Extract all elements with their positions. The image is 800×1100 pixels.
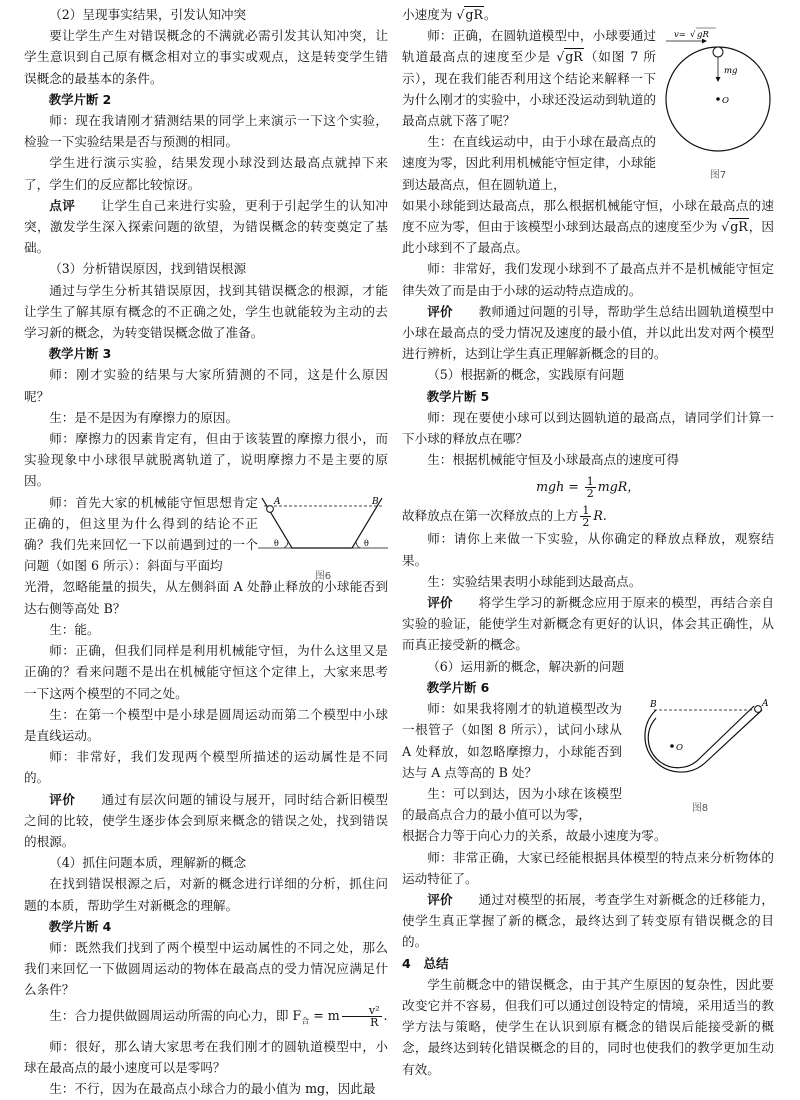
mg-label: mg xyxy=(724,66,738,77)
figure7-text xyxy=(402,25,656,195)
paragraph: 师：非常好，我们发现两个模型所描述的运动属性是不同的。 xyxy=(24,749,388,786)
tube-diagram xyxy=(626,698,774,792)
label-b: B xyxy=(372,496,379,507)
sqrt-term: gR xyxy=(730,219,748,235)
theta-left: θ xyxy=(274,538,279,548)
figure8-wrap xyxy=(402,698,774,825)
section-heading: （3）分析错误原因，找到错误根源 xyxy=(49,261,247,277)
paragraph: 师：正确，但我们同样是利用机械能守恒，为什么这里又是正确的？看来问题不是出在机械能守恒这个定律上，大家来思考一下这两个模型的不同之处。 xyxy=(24,643,388,701)
fraction xyxy=(580,505,591,528)
figure-8 xyxy=(626,698,774,815)
fraction-denominator: R xyxy=(370,1015,379,1029)
paragraph: 根据合力等于向心力的关系，故最小速度为零。 xyxy=(402,828,667,844)
center-label: O xyxy=(722,96,729,107)
paragraph: 师：现在我请刚才猜测结果的同学上来演示一下这个实验，检验一下实验结果是否与预测的相同。 xyxy=(24,113,388,150)
section-heading: （4）抓住问题本质，理解新的概念 xyxy=(49,855,247,871)
velocity-label: v= xyxy=(674,30,686,41)
text: （如图 7 所示），现在我们能否利用这个结论来解释一下为什么刚才的实验中，小球还没运动到轨道的最高点就下落了呢？ xyxy=(402,49,656,129)
section-heading: （6）运用新的概念，解决新的问题 xyxy=(427,658,625,674)
segment-title: 教学片断 3 xyxy=(48,346,112,362)
paragraph: 师：如果我将刚才的轨道模型改为一根管子（如图 8 所示），试问小球从 A 处释放，如忽略摩擦力，小球能否到达与 A 点等高的 B 处？ xyxy=(402,701,622,780)
comment-paragraph xyxy=(402,889,774,953)
paragraph: 光滑，忽略能量的损失，从左侧斜面 A 处静止释放的小球能否到达右侧等高处 B？ xyxy=(24,579,388,616)
sqrt-term: gR xyxy=(465,7,483,22)
paragraph: 学生前概念中的错误概念，由于其产生原因的复杂性，因此要改变它并不容易，但我们可以通过创设特定的情境，采用适当的教学方法与策略，使学生在认识到原有概念的错误后能接受新的概念，最终达到转化错误概念的目的，同时也使我们的教学更加生动有效。 xyxy=(402,976,774,1077)
paragraph: 要让学生产生对错误概念的不满就必需引发其认知冲突，让学生意识到自己原有概念相对立的事实或观点，这是转变学生错误概念的最基本的条件。 xyxy=(24,28,388,86)
segment-title: 教学片断 6 xyxy=(426,679,490,695)
fraction-denominator: 2 xyxy=(586,487,594,501)
text: ，因此小球到不了最高点。 xyxy=(402,219,774,256)
label-a: A xyxy=(762,699,769,710)
figure-caption: 图7 xyxy=(709,170,727,182)
section-title: 总结 xyxy=(423,955,449,971)
comment-label: 点评 xyxy=(49,197,76,213)
fraction xyxy=(585,476,596,499)
center-label: O xyxy=(676,743,683,754)
paragraph: 生：实验结果表明小球能到达最高点。 xyxy=(427,573,642,589)
paragraph: 生：能。 xyxy=(49,621,100,637)
equation-left: mgh = xyxy=(536,479,583,495)
paragraph: 如果小球能到达最高点，那么根据机械能守恒，小球在最高点的速度不应为零，但由于该模型小球到达最高点的速度至少为 √gR，因此小球到不了最高点。 xyxy=(402,197,774,256)
fraction-numerator: 1 xyxy=(582,504,590,518)
circle-track-diagram xyxy=(662,25,774,159)
comment-text: 教师通过问题的引导，帮助学生总结出圆轨道模型中小球在最高点的受力情况及速度的最小值，并以此出发对两个模型进行辨析，达到让学生真正理解新概念的目的。 xyxy=(402,303,775,362)
incline-diagram xyxy=(258,492,388,560)
fraction-numerator: 1 xyxy=(586,475,594,489)
paragraph: 生：可以到达，因为小球在该模型的最高点合力的最小值可以为零， xyxy=(402,785,622,823)
figure-7 xyxy=(662,25,774,182)
sqrt-term: gR xyxy=(565,49,583,65)
paragraph: 通过与学生分析其错误原因，找到其错误概念的根源，才能让学生了解其原有概念的不正确之处，学生也就能较为主动的去学习新的概念，为转变错误概念做了准备。 xyxy=(24,282,388,341)
paragraph: 师：非常正确，大家已经能根据具体模型的特点来分析物体的运动特征了。 xyxy=(402,849,774,886)
sqrt-sign: √ xyxy=(690,30,696,41)
comment-paragraph xyxy=(402,301,774,365)
paragraph: 生：在直线运动中，由于小球在最高点的速度为零，因此利用机械能守恒定律，小球能到达最高点，但在圆轨道上， xyxy=(402,134,656,192)
formula-paragraph: 生：合力提供做圆周运动所需的向心力，即 $F_合 = m$ $\frac{\text{v²}}{R}$ . xyxy=(49,1003,388,1029)
paragraph: 生：不行，因为在最高点小球合力的最小值为 mg，因此最 xyxy=(49,1081,376,1097)
segment-title: 教学片断 4 xyxy=(48,918,112,934)
paragraph: 师：现在要使小球可以到达圆轨道的最高点，请同学们计算一下小球的释放点在哪？ xyxy=(402,409,774,447)
paragraph: 生：在第一个模型中是小球是圆周运动而第二个模型中小球是直线运动。 xyxy=(24,706,388,743)
paragraph: 师：既然我们找到了两个模型中运动属性的不同之处，那么我们来回忆一下做圆周运动的物体在最高点的受力情况应满足什么条件？ xyxy=(24,939,388,998)
comment-paragraph xyxy=(24,195,388,259)
paragraph: 在找到错误根源之后，对新的概念进行详细的分析，抓住问题的本质，帮助学生对新概念的理解。 xyxy=(24,876,388,913)
paragraph: 师：请你上来做一下实验，从你确定的释放点释放，观察结果。 xyxy=(402,531,774,568)
figure8-text xyxy=(402,698,622,825)
paragraph xyxy=(402,505,774,528)
figure-6 xyxy=(258,492,388,582)
equation-right: mgR， xyxy=(597,479,640,495)
equation xyxy=(402,476,774,499)
figure6-wrap xyxy=(24,492,388,582)
text: 。 xyxy=(483,7,497,22)
paragraph: 师：摩擦力的因素肯定有，但由于该装置的摩擦力很小，而实验现象中小球很早就脱离轨道了，说明摩擦力不是主要的原因。 xyxy=(24,431,388,489)
label-b: B xyxy=(650,700,657,711)
comment-text: 将学生学习的新概念应用于原来的模型，再结合亲自实验的验证，能使学生对新概念有更好的认识，体会其正确性，从而真正接受新的概念。 xyxy=(402,595,775,653)
comment-label: 评价 xyxy=(49,791,76,807)
label-a: A xyxy=(274,496,281,507)
paragraph: 师：刚才实验的结果与大家所猜测的不同，这是什么原因呢？ xyxy=(24,367,388,404)
paragraph: 师：首先大家的机械能守恒思想肯定正确的，但这里为什么得到的结论不正确？我们先来回忆一下以前遇到过的一个问题（如图 6 所示）：斜面与平面均 xyxy=(24,494,258,574)
fraction-denominator: 2 xyxy=(582,516,590,530)
text: R. xyxy=(593,508,607,524)
paragraph: 师：很好，那么请大家思考在我们刚才的圆轨道模型中，小球在最高点的最小速度可以是零吗？ xyxy=(24,1039,388,1076)
fraction-numerator: v² xyxy=(342,1005,382,1017)
left-column xyxy=(24,4,388,1100)
text: 如果小球能到达最高点，那么根据机械能守恒，小球在最高点的速度不应为零，但由于该模型小球到达最高点的速度至少为 xyxy=(402,197,774,235)
section-heading: （5）根据新的概念，实践原有问题 xyxy=(427,367,625,383)
text: 小速度为 xyxy=(402,7,457,22)
section-heading: （2）呈现事实结果，引发认知冲突 xyxy=(49,7,247,22)
comment-text: 通过有层次问题的铺设与展开，同时结合新旧模型之间的比较，使学生逐步体会到原来概念的错误之处，找到错误的根源。 xyxy=(24,791,389,849)
section-title-summary xyxy=(402,953,774,974)
velocity-sqrt: gR xyxy=(697,30,709,41)
fraction xyxy=(342,1005,382,1028)
figure-caption: 图6 xyxy=(314,570,332,582)
comment-text: 通过对模型的拓展，考查学生对新概念的迁移能力，使学生真正掌握了新的概念，最终达到了转变原有错误概念的目的。 xyxy=(402,891,775,950)
paragraph: 学生进行演示实验，结果发现小球没到达最高点就掉下来了，学生们的反应都比较惊讶。 xyxy=(24,155,388,192)
comment-text: 让学生自己来进行实验，更利于引起学生的认知冲突，激发学生深入探索问题的欲望，为错误概念的转变奠定了基础。 xyxy=(24,197,389,256)
comment-paragraph xyxy=(24,789,388,853)
paragraph: 生：根据机械能守恒及小球最高点的速度可得 xyxy=(427,452,680,468)
segment-title: 教学片断 5 xyxy=(426,388,490,404)
comment-paragraph xyxy=(402,592,774,656)
paragraph: 小速度为 √gR。 xyxy=(402,7,497,22)
text: 故释放点在第一次释放点的上方 xyxy=(402,508,579,524)
right-column xyxy=(402,4,774,1080)
section-number: 4 xyxy=(402,955,411,971)
comment-label: 评价 xyxy=(427,303,453,319)
text: 师：正确，在圆轨道模型中，小球要通过轨道最高点的速度至少是 xyxy=(402,28,656,65)
comment-label: 评价 xyxy=(427,891,453,907)
paragraph: 师：非常好，我们发现小球到不了最高点并不是机械能守恒定律失效了而是由于小球的运动特点造成的。 xyxy=(402,261,774,298)
figure-caption: 图8 xyxy=(691,803,709,815)
segment-title: 教学片断 2 xyxy=(48,91,112,107)
paragraph: 师：正确，在圆轨道模型中，小球要通过轨道最高点的速度至少是 √gR（如图 7 所示），现在我们能否利用这个结论来解释一下为什么刚才的实验中，小球还没运动到轨道的最高点就下落了呢？ xyxy=(402,28,656,129)
formula-text: 生：合力提供做圆周运动所需的向心力，即 F xyxy=(49,1007,302,1023)
comment-label: 评价 xyxy=(427,595,453,611)
formula-text: = m xyxy=(309,1007,340,1023)
paragraph: 生：是不是因为有摩擦力的原因。 xyxy=(49,409,239,425)
theta-right: θ xyxy=(364,538,369,548)
formula-subscript: 合 xyxy=(301,1016,310,1026)
figure7-wrap xyxy=(402,25,774,195)
